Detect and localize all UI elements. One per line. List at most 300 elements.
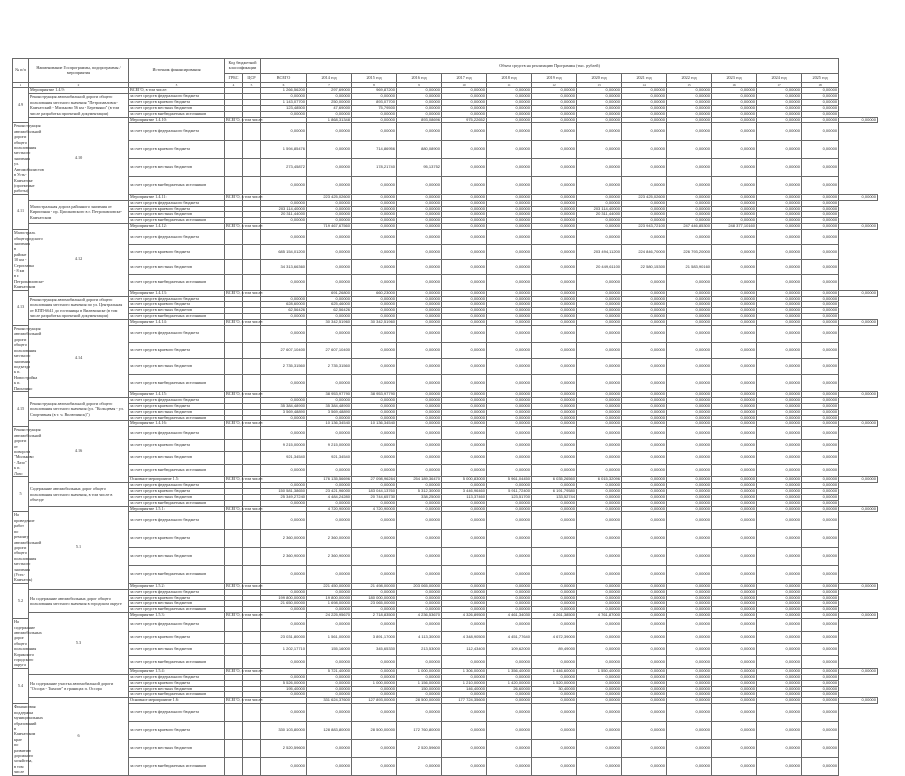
kbk-cdr-cell	[243, 359, 261, 375]
year-value-cell: 0,00000	[442, 452, 487, 464]
year-value-cell: 27 607,10400	[307, 342, 352, 358]
year-value-cell: 0,00000	[757, 224, 802, 230]
year-value-cell: 0,00000	[352, 275, 397, 290]
year-value-cell: 0,00000	[667, 530, 712, 548]
kbk-grbs-cell	[225, 141, 243, 159]
total-value-cell: 0,00000	[261, 589, 307, 595]
year-value-cell: 0,00000	[532, 176, 577, 194]
year-value-cell: 0,00000	[802, 439, 839, 451]
column-index-cell: 8	[352, 83, 397, 88]
year-value-cell: 0,00000	[442, 583, 487, 589]
year-value-cell: 0,00000	[532, 722, 577, 740]
year-value-cell: 0,00000	[577, 595, 622, 601]
year-value-cell: 0,00000	[802, 583, 839, 589]
year-value-cell: 0,00000	[577, 391, 622, 397]
year-value-cell: 0,00000	[352, 224, 397, 230]
year-value-cell: 0,00000	[397, 224, 442, 230]
year-value-cell: 4 326,89500	[442, 613, 487, 619]
table-header	[13, 59, 878, 88]
funding-source-cell: за счет средств федерального бюджета	[129, 123, 225, 141]
total-value-cell: 0,00000	[261, 397, 307, 403]
measure-description-cell: На содержание автомобильных дорог общего пользования Корякского городского округа	[14, 619, 42, 668]
year-value-cell: 0,00000	[397, 601, 442, 607]
year-value-cell: 0,00000	[802, 275, 839, 290]
year-value-cell: 0,00000	[802, 619, 839, 631]
year-value-cell: 0,00000	[757, 320, 802, 326]
year-value-cell: 0,00000	[802, 512, 839, 530]
year-value-cell: 0,00000	[622, 88, 667, 94]
year-value-cell: 0,00000	[352, 314, 397, 320]
year-value-cell: 0,00000	[487, 674, 532, 680]
year-value-cell: 0,00000	[487, 224, 532, 230]
year-value-cell: 0,00000	[757, 88, 802, 94]
year-value-cell: 0,00000	[487, 105, 532, 111]
year-value-cell: 155,16000	[307, 644, 352, 656]
year-value-cell: 0,00000	[307, 218, 352, 224]
year-value-cell: 0,00000	[442, 656, 487, 668]
year-value-cell: 0,00000	[352, 117, 397, 123]
year-value-cell: 0,00000	[577, 601, 622, 607]
year-value-cell: 0,00000	[667, 739, 712, 757]
year-value-cell: 0,00000	[307, 314, 352, 320]
year-value-cell: 0,00000	[712, 631, 757, 643]
col-kbk-header: Код бюджетной классификации	[225, 59, 261, 74]
year-value-cell: 203 114,40000	[577, 206, 622, 212]
total-value-cell: 330 103,80000	[261, 722, 307, 740]
year-value-cell: 0,00000	[442, 275, 487, 290]
total-value-cell: 0,00000	[261, 674, 307, 680]
year-value-cell: 0,00000	[532, 375, 577, 391]
year-value-cell: 0,00000	[352, 93, 397, 99]
year-value-cell: 0,00000	[667, 141, 712, 159]
year-value-cell: 20 449,61100	[577, 260, 622, 275]
year-value-cell: 0,00000	[712, 548, 757, 566]
year-value-cell: 0,00000	[712, 698, 757, 704]
year-value-cell: 0,00000	[712, 117, 757, 123]
total-value-cell: 199 800,00000	[261, 595, 307, 601]
funding-source-cell: за счет средств местных бюджетов	[129, 739, 225, 757]
year-value-cell: 0,00000	[397, 548, 442, 566]
year-value-cell: 0,00000	[622, 698, 667, 704]
year-value-cell: 0,00000	[487, 342, 532, 358]
year-value-cell: 0,00000	[532, 218, 577, 224]
year-value-cell: 0,00000	[712, 275, 757, 290]
year-value-cell: 0,00000	[622, 583, 667, 589]
year-value-cell: 0,00000	[352, 245, 397, 260]
total-value-cell: 921,34540	[261, 452, 307, 464]
year-value-cell: 0,00000	[622, 176, 667, 194]
year-value-cell: 0,00000	[757, 200, 802, 206]
total-value-cell: 331 624,37600	[307, 698, 352, 704]
kbk-grbs-cell	[225, 548, 243, 566]
year-value-cell: 0,00000	[802, 159, 839, 177]
year-value-cell: 0,00000	[622, 99, 667, 105]
year-value-cell: 0,00000	[577, 159, 622, 177]
year-value-cell: 0,00000	[442, 260, 487, 275]
year-value-cell: 0,00000	[757, 206, 802, 212]
year-value-cell: 0,00000	[667, 595, 712, 601]
year-value-cell: 0,00000	[352, 500, 397, 506]
year-value-cell: 0,00000	[442, 308, 487, 314]
year-value-cell: 0,00000	[532, 403, 577, 409]
year-value-cell: 0,00000	[757, 117, 802, 123]
kbk-cdr-cell	[243, 123, 261, 141]
year-value-cell: 4 672,39000	[532, 631, 577, 643]
year-value-cell: 0,00000	[802, 403, 839, 409]
funding-source-cell: за счет средств внебюджетных источников	[129, 314, 225, 320]
year-value-cell: 0,00000	[397, 105, 442, 111]
year-value-cell: 0,00000	[757, 595, 802, 601]
funding-source-cell: за счет средств местных бюджетов	[129, 260, 225, 275]
year-value-cell: 0,00000	[487, 409, 532, 415]
year-value-cell: 0,00000	[442, 530, 487, 548]
year-value-cell: 0,00000	[352, 619, 397, 631]
year-value-cell: 28 500,00000	[352, 722, 397, 740]
year-value-cell: 0,00000	[712, 415, 757, 421]
total-value-cell: 195,40000	[261, 686, 307, 692]
year-value-cell: 0,00000	[352, 326, 397, 342]
year-value-cell: 0,00000	[712, 194, 757, 200]
total-value-cell: 223 425,02600	[307, 194, 352, 200]
year-value-cell: 0,00000	[487, 500, 532, 506]
year-value-cell: 0,00000	[307, 464, 352, 476]
year-value-cell: 0,00000	[442, 176, 487, 194]
year-value-cell: 0,00000	[352, 692, 397, 698]
column-index-cell: 12	[532, 83, 577, 88]
year-value-cell: 1 210,00000	[442, 680, 487, 686]
year-value-cell: 0,00000	[667, 375, 712, 391]
year-value-cell: 0,00000	[802, 326, 839, 342]
total-value-cell: 2 360,00000	[261, 530, 307, 548]
kbk-cdr-cell	[243, 656, 261, 668]
year-value-cell: 0,00000	[712, 206, 757, 212]
year-value-cell: 0,00000	[352, 674, 397, 680]
year-value-cell: 28 500,00000	[397, 698, 442, 704]
year-value-cell: 0,00000	[577, 314, 622, 320]
year-value-cell: 0,00000	[397, 260, 442, 275]
total-value-cell: 0,00000	[261, 415, 307, 421]
year-value-cell: 0,00000	[802, 105, 839, 111]
year-value-cell: 2 520,59600	[397, 739, 442, 757]
year-value-cell: 0,00000	[307, 739, 352, 757]
year-value-cell: 0,00000	[802, 314, 839, 320]
funding-source-cell: за счет средств внебюджетных источников	[129, 565, 225, 583]
year-value-cell: 0,00000	[667, 452, 712, 464]
year-value-cell: 0,00000	[757, 141, 802, 159]
year-value-cell: 0,00000	[487, 99, 532, 105]
kbk-grbs-cell	[225, 375, 243, 391]
year-value-cell: 0,00000	[622, 619, 667, 631]
year-value-cell: 0,00000	[352, 589, 397, 595]
total-value-cell: 0,00000	[261, 111, 307, 117]
year-value-cell: 0,00000	[352, 111, 397, 117]
funding-source-cell: ВСЕГО, в том числе:	[226, 582, 264, 588]
row-number-cell: 4.15	[13, 391, 29, 426]
year-value-cell: 0,00000	[622, 296, 667, 302]
year-value-cell: 0,00000	[802, 530, 839, 548]
year-value-cell: 0,00000	[802, 218, 839, 224]
col-source-header: Источник финансирования	[129, 59, 225, 83]
year-value-cell: 0,00000	[352, 123, 397, 141]
year-value-cell: 0,00000	[667, 494, 712, 500]
kbk-grbs-cell	[225, 656, 243, 668]
year-value-cell: 0,00000	[442, 200, 487, 206]
year-value-cell: 0,00000	[397, 194, 442, 200]
funding-source-cell: за счет средств местных бюджетов	[129, 105, 225, 111]
col-year-header: 2020 год	[577, 74, 622, 83]
total-value-cell: 0,00000	[261, 176, 307, 194]
year-value-cell: 0,00000	[667, 415, 712, 421]
year-value-cell: 95,13752	[397, 159, 442, 177]
year-value-cell: 0,00000	[487, 391, 532, 397]
row-number-cell: 4.10	[29, 117, 129, 200]
column-index-cell: 7	[307, 83, 352, 88]
year-value-cell: 4 720,90000	[352, 506, 397, 512]
year-value-cell: 0,00000	[622, 141, 667, 159]
year-value-cell: 0,00000	[712, 375, 757, 391]
year-value-cell: 0,00000	[622, 668, 667, 674]
year-value-cell: 0,00000	[802, 656, 839, 668]
year-value-cell: 0,00000	[352, 359, 397, 375]
total-value-cell: 0,00000	[261, 230, 307, 245]
year-value-cell: 0,00000	[307, 245, 352, 260]
year-value-cell: 0,00000	[757, 674, 802, 680]
kbk-grbs-cell	[225, 176, 243, 194]
kbk-grbs-cell	[225, 644, 243, 656]
year-value-cell: 0,00000	[397, 439, 442, 451]
year-value-cell: 2 718,83500	[352, 613, 397, 619]
year-value-cell: 0,00000	[532, 692, 577, 698]
year-value-cell: 0,00000	[577, 224, 622, 230]
year-value-cell: 0,00000	[352, 464, 397, 476]
year-value-cell: 0,00000	[622, 686, 667, 692]
year-value-cell: 0,00000	[487, 482, 532, 488]
year-value-cell: 0,00000	[487, 656, 532, 668]
funding-source-cell: за счет средств федерального бюджета	[129, 482, 225, 488]
total-value-cell: 123,48500	[261, 105, 307, 111]
year-value-cell: 625,46000	[307, 302, 352, 308]
year-value-cell: 0,00000	[307, 589, 352, 595]
program-funding-table	[12, 58, 878, 776]
year-value-cell: 0,00000	[577, 631, 622, 643]
row-number-cell: 5	[13, 477, 29, 512]
total-value-cell: 221 450,00000	[307, 583, 352, 589]
column-index-cell: 10	[442, 83, 487, 88]
year-value-cell: 0,00000	[397, 530, 442, 548]
year-value-cell: 0,00000	[667, 397, 712, 403]
funding-source-cell: за счет средств местных бюджетов	[129, 494, 225, 500]
year-value-cell: 0,00000	[712, 176, 757, 194]
year-value-cell: 0,00000	[307, 159, 352, 177]
year-value-cell: 0,00000	[622, 375, 667, 391]
year-value-cell: 0,00000	[442, 314, 487, 320]
total-value-cell: 273,45872	[261, 159, 307, 177]
year-value-cell: 0,00000	[622, 314, 667, 320]
year-value-cell: 0,00000	[802, 359, 839, 375]
kbk-cdr-cell	[243, 548, 261, 566]
column-index-cell: 1	[13, 83, 29, 88]
year-value-cell: 4 261,38500	[532, 613, 577, 619]
year-value-cell: 0,00000	[757, 452, 802, 464]
funding-source-cell: ВСЕГО, в том числе:	[226, 390, 264, 396]
year-value-cell: 4 236,53670	[397, 613, 442, 619]
funding-source-cell: ВСЕГО, в том числе:	[226, 193, 264, 199]
year-value-cell: 0,00000	[667, 308, 712, 314]
year-value-cell: 0,00000	[622, 159, 667, 177]
total-value-cell: 1 868,31348	[307, 117, 352, 123]
kbk-cdr-cell	[243, 757, 261, 775]
year-value-cell: 0,00000	[352, 397, 397, 403]
year-value-cell: 0,00000	[667, 644, 712, 656]
measure-description-cell: Содержание автомобильных дорог общего пользования местного значения, в том числе в объезде	[29, 482, 129, 506]
measure-description-cell: Магистральная дорога районного значения от Кирпичная - пр. Циолковского в г. Петропавловске-Камчатском	[29, 200, 129, 224]
year-value-cell: 0,00000	[712, 613, 757, 619]
year-value-cell: 0,00000	[397, 500, 442, 506]
year-value-cell: 0,00000	[622, 464, 667, 476]
year-value-cell: 0,00000	[577, 704, 622, 722]
year-value-cell: 0,00000	[712, 464, 757, 476]
year-value-cell: 0,00000	[802, 464, 839, 476]
year-value-cell: 0,00000	[577, 326, 622, 342]
year-value-cell: 0,00000	[532, 464, 577, 476]
col-total-header: ВСЕГО	[261, 74, 307, 83]
kbk-grbs-cell	[225, 439, 243, 451]
year-value-cell: 0,00000	[442, 512, 487, 530]
row-number-cell: 5.4	[13, 668, 29, 703]
year-value-cell: 0,00000	[442, 93, 487, 99]
year-value-cell: 0,00000	[397, 176, 442, 194]
table-row	[13, 464, 878, 476]
funding-source-cell: за счет средств местных бюджетов	[129, 308, 225, 314]
year-value-cell: 0,00000	[802, 548, 839, 566]
year-value-cell: 0,00000	[487, 421, 532, 427]
year-value-cell: 0,00000	[307, 674, 352, 680]
year-value-cell: 0,00000	[532, 290, 577, 296]
year-value-cell: 0,00000	[577, 88, 622, 94]
year-value-cell: 0,00000	[667, 403, 712, 409]
year-value-cell: 0,00000	[397, 308, 442, 314]
funding-source-cell: за счет средств федерального бюджета	[129, 674, 225, 680]
year-value-cell: 0,00000	[397, 342, 442, 358]
year-value-cell: 0,00000	[802, 739, 839, 757]
year-value-cell: 0,00000	[622, 482, 667, 488]
total-value-cell: 0,00000	[261, 123, 307, 141]
year-value-cell: 203 065,00000	[397, 583, 442, 589]
year-value-cell: 0,00000	[352, 482, 397, 488]
year-value-cell: 0,00000	[802, 686, 839, 692]
year-value-cell: 0,00000	[442, 739, 487, 757]
table-row	[13, 565, 878, 583]
year-value-cell: 0,00000	[487, 530, 532, 548]
year-value-cell: 0,00000	[802, 245, 839, 260]
year-value-cell: 0,00000	[532, 359, 577, 375]
kbk-cdr-cell	[243, 464, 261, 476]
funding-source-cell: за счет средств внебюджетных источников	[129, 607, 225, 613]
year-value-cell: 0,00000	[712, 583, 757, 589]
year-value-cell: 0,00000	[712, 302, 757, 308]
year-value-cell: 0,00000	[307, 692, 352, 698]
total-value-cell: 2 735,31560	[261, 359, 307, 375]
funding-source-cell: ВСЕГО, в том числе:	[226, 289, 264, 295]
table-row	[13, 656, 878, 668]
year-value-cell: 0,00000	[532, 141, 577, 159]
year-value-cell: 0,00000	[532, 397, 577, 403]
year-value-cell: 0,00000	[622, 320, 667, 326]
table-row	[13, 739, 878, 757]
year-value-cell: 0,00000	[307, 656, 352, 668]
kbk-cdr-cell	[243, 141, 261, 159]
year-value-cell: 5 312,30000	[397, 488, 442, 494]
year-value-cell: 0,00000	[712, 565, 757, 583]
year-value-cell: 0,00000	[532, 427, 577, 439]
year-value-cell: 0,00000	[839, 477, 878, 483]
col-year-header: 2025 год	[802, 74, 839, 83]
kbk-grbs-cell	[225, 464, 243, 476]
year-value-cell: 5 911,72400	[487, 488, 532, 494]
kbk-grbs-cell	[225, 260, 243, 275]
year-value-cell: 1 561,00000	[307, 631, 352, 643]
year-value-cell: 0,00000	[757, 427, 802, 439]
year-value-cell: 0,00000	[712, 159, 757, 177]
year-value-cell: 0,00000	[487, 583, 532, 589]
year-value-cell: 0,00000	[577, 308, 622, 314]
year-value-cell: 0,00000	[712, 105, 757, 111]
year-value-cell: 0,00000	[667, 105, 712, 111]
table-row	[13, 141, 878, 159]
year-value-cell: 0,00000	[667, 296, 712, 302]
year-value-cell: 0,00000	[487, 739, 532, 757]
year-value-cell: 38 953,97790	[352, 391, 397, 397]
year-value-cell: 0,00000	[487, 296, 532, 302]
year-value-cell: 0,00000	[442, 342, 487, 358]
year-value-cell: 0,00000	[577, 302, 622, 308]
year-value-cell: 0,00000	[667, 359, 712, 375]
year-value-cell: 714,86956	[352, 141, 397, 159]
year-value-cell: 0,00000	[352, 452, 397, 464]
year-value-cell: 0,00000	[622, 230, 667, 245]
year-value-cell: 0,00000	[397, 607, 442, 613]
year-value-cell: 0,00000	[352, 260, 397, 275]
year-value-cell: 0,00000	[442, 391, 487, 397]
year-value-cell: 0,00000	[712, 619, 757, 631]
year-value-cell: 0,00000	[397, 314, 442, 320]
year-value-cell: 0,00000	[667, 275, 712, 290]
year-value-cell: 4 113,30000	[397, 631, 442, 643]
year-value-cell: 0,00000	[667, 427, 712, 439]
funding-source-cell: за счет средств краевого бюджета	[129, 99, 225, 105]
year-value-cell: 0,00000	[802, 375, 839, 391]
year-value-cell: 23 065,00000	[352, 601, 397, 607]
year-value-cell: 969,87200	[352, 88, 397, 94]
year-value-cell: 0,00000	[397, 359, 442, 375]
year-value-cell: 0,00000	[487, 260, 532, 275]
year-value-cell: 0,00000	[757, 176, 802, 194]
column-index-cell: 2	[29, 83, 129, 88]
year-value-cell: 0,00000	[397, 452, 442, 464]
year-value-cell: 0,00000	[532, 506, 577, 512]
year-value-cell: 0,00000	[352, 427, 397, 439]
row-number-cell: 5.3	[29, 613, 129, 674]
measure-description-cell: Реконструкция автомобильной дороги общего пользования местного значения "Петропавловск-Камчатский - Мильково 56 км - Березняки" (в том числе разработка проектной документации)	[29, 93, 129, 117]
year-value-cell: 0,00000	[757, 230, 802, 245]
year-value-cell: 0,00000	[577, 565, 622, 583]
year-value-cell: 0,00000	[532, 93, 577, 99]
year-value-cell: 0,00000	[667, 342, 712, 358]
year-value-cell: 0,00000	[622, 308, 667, 314]
year-value-cell: 0,00000	[442, 704, 487, 722]
year-value-cell: 0,00000	[307, 482, 352, 488]
year-value-cell: 0,00000	[802, 290, 839, 296]
